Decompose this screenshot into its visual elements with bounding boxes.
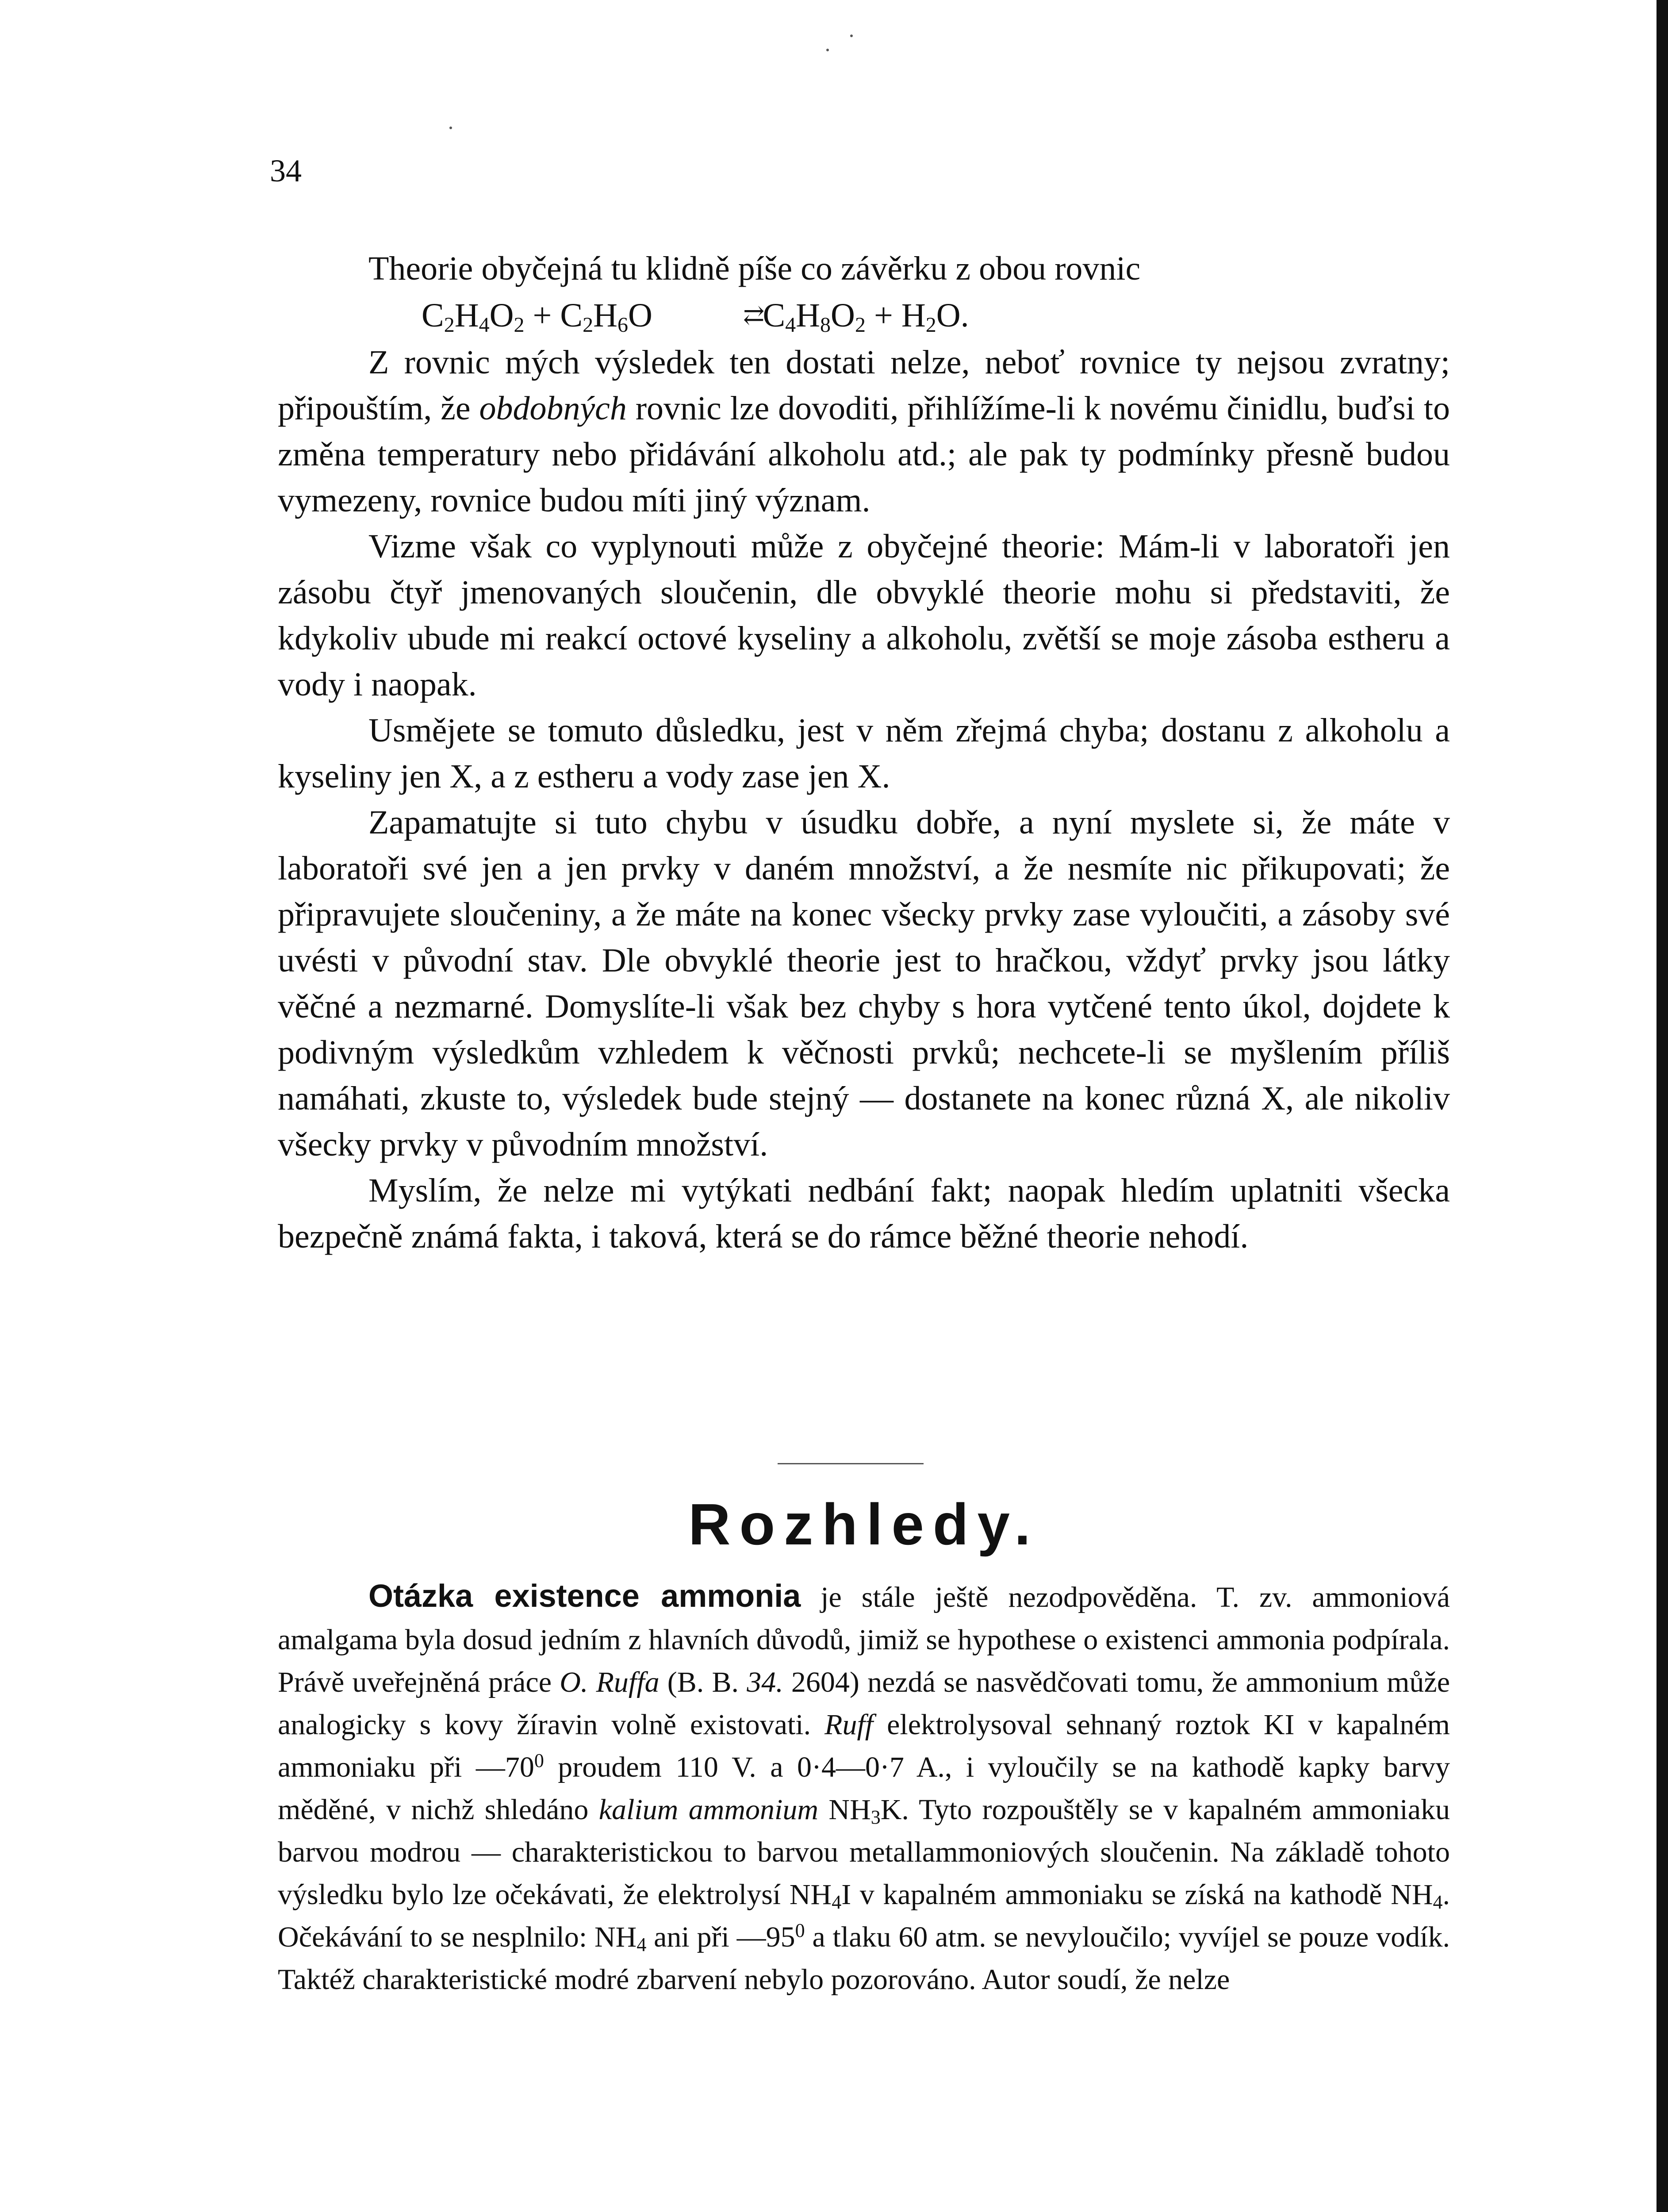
paragraph-2: Vizme však co vyplynouti může z obyčejné theorie: Mám-li v laboratoři jen zásobu čtyř jmenovaných sloučenin, dle obvyklé theorie mohu si představiti, že kdykoliv ubude mi reakcí octové kyseliny a alkoholu, zvětší se moje zásoba estheru a vody i naopak.: [278, 528, 1450, 703]
paragraph-4: Zapamatujte si tuto chybu v úsudku dobře, a nyní myslete si, že máte v laboratoři své jen a jen prvky v daném množství, a že nesmíte nic přikupovati; že připravujete sloučeniny, a že máte na konec všecky prvky zase vyloučiti, a zásoby své uvésti v původní stav. Dle obvyklé theorie jest to hračkou, vždyť prvky jsou látky věčné a nezmarné. Domyslíte-li však bez chyby s hora vytčené tento úkol, dojdete k podivným výsledkům vzhledem k věčnosti prvků; nechcete-li se myšlením příliš namáhati, zkuste to, výsledek bude stejný — dostanete na konec různá X, ale nikoliv všecky prvky v původním množství.: [278, 804, 1450, 1163]
chemical-equation: $C_2H_4O_2 + C_2H_6O$ $⇄C_4H_8O_2 + H_2O$.: [278, 292, 1450, 339]
article-continuation: [278, 246, 1450, 1260]
paragraph-3: Usmějete se tomuto důsledku, jest v něm zřejmá chyba; dostanu z alkoholu a kyseliny jen X, a z estheru a vody zase jen X.: [278, 712, 1450, 795]
section-body: [278, 1575, 1450, 2001]
paragraph-5: Myslím, že nelze mi vytýkati nedbání fakt; naopak hledím uplatniti všecka bezpečně známá fakta, i taková, která se do rámce běžné theorie nehodí.: [278, 1172, 1450, 1255]
paragraph-1: Z rovnic mých výsledek ten dostati nelze, neboť rovnice ty nejsou zvratny; připouštím, že obdobných rovnic lze dovoditi, přihlížíme-li k novému činidlu, buďsi to změna temperatury nebo přidávání alkoholu atd.; ale pak ty podmínky přesně budou vymezeny, rovnice budou míti jiný význam.: [278, 344, 1450, 519]
section-title: Rozhledy.: [688, 1492, 1039, 1557]
scan-speck: [826, 49, 829, 51]
equilibrium-arrows-icon: ⇄: [743, 301, 763, 330]
paragraph-ammonium: Otázka existence ammonia je stále ještě nezodpověděna. T. zv. ammoniová amalgama byla dosud jedním z hlavních důvodů, jimiž se hypothese o existenci ammonia podpírala. Právě uveřejněná práce O. Ruffa (B. B. 34. 2604) nezdá se nasvědčovati tomu, že ammonium může analogicky s kovy žíravin volně existovati. Ruff elektrolysoval sehnaný roztok KI v kapalném ammoniaku při $—70^0$ proudem 110 V. a 0·4—0·7 A., i vyloučily se na kathodě kapky barvy měděné, v nichž shledáno kalium ammonium $NH_3K$. Tyto rozpouštěly se v kapalném ammoniaku barvou modrou — charakteristickou to barvou metallammoniových sloučenin. Na základě tohoto výsledku bylo lze očekávati, že elektrolysí $NH_4I$ v kapalném ammoniaku se získá na kathodě $NH_4$. Očekávání to se nesplnilo: $NH_4$ ani při $—95^0$ a tlaku 60 atm. se nevyloučilo; vyvíjel se pouze vodík. Taktéž charakteristické modré zbarvení nebylo pozorováno. Autor soudí, že nelze: [278, 1578, 1450, 1996]
page-number: 34: [270, 153, 302, 188]
scan-speck: [449, 127, 452, 129]
section-divider: [778, 1463, 924, 1464]
paragraph-intro: Theorie obyčejná tu klidně píše co závěrku z obou rovnic: [368, 250, 1141, 287]
scan-border-right: [1656, 0, 1668, 2212]
scan-speck: [850, 35, 853, 37]
run-in-heading: Otázka existence ammonia: [368, 1578, 801, 1614]
